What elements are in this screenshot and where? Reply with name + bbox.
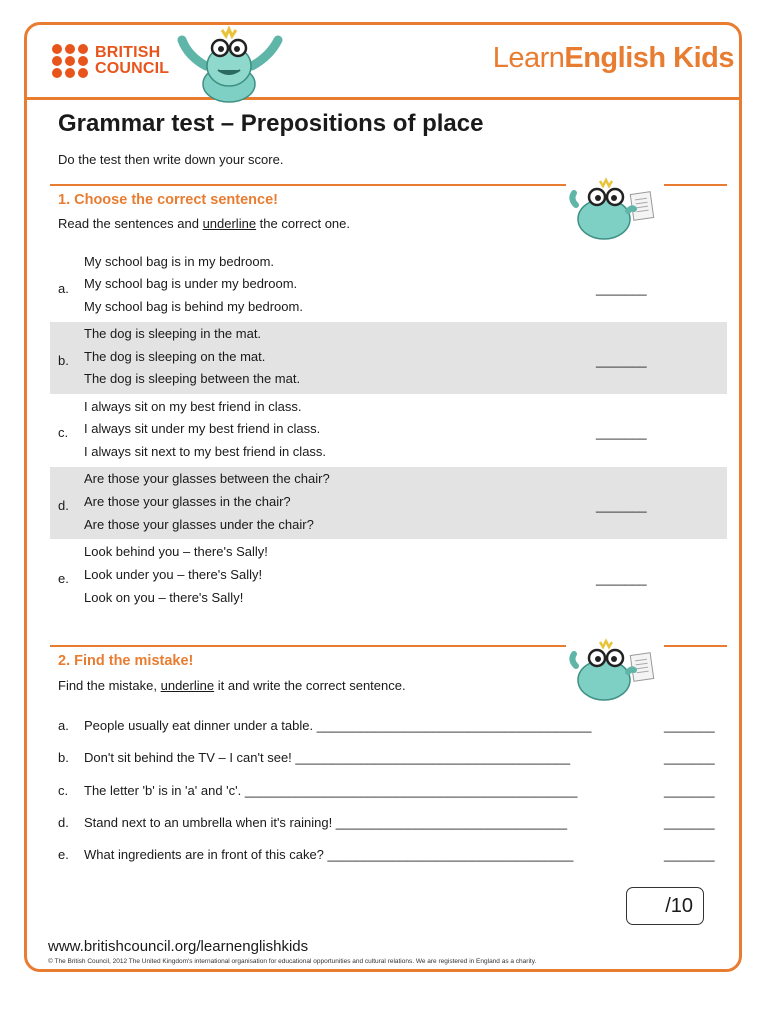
logo-line-2: COUNCIL [95,60,170,77]
option-text[interactable]: My school bag is in my bedroom. [84,254,275,269]
section1-title: 1. Choose the correct sentence! [58,192,278,208]
option-text[interactable]: The dog is sleeping between the mat. [84,371,301,386]
option-text[interactable]: I always sit under my best friend in class. [84,421,321,436]
sentence-with-answer-line[interactable]: What ingredients are in front of this cake? __________________________________ [84,847,574,862]
option-text[interactable]: Are those your glasses in the chair? [84,494,291,509]
footer-copyright: © The British Council, 2012 The United Kingdom's international organisation for educational opportunities and cultural relations. We are registered in England as a charity. [48,958,537,965]
question1-item-e: e. Look behind you – there's Sally! Look under you – there's Sally! Look on you – there's Sally! _______ [58,544,647,605]
option-text[interactable]: Look on you – there's Sally! [84,590,244,605]
question1-item-a: a. My school bag is in my bedroom. My school bag is under my bedroom. My school bag is behind my bedroom. _______ [58,254,647,314]
option-text[interactable]: I always sit next to my best friend in class. [84,444,327,459]
page-title: Grammar test – Prepositions of place [58,110,484,137]
section1-divider-left [50,184,566,186]
section2-divider-left [50,645,566,647]
score-blank[interactable]: _______ [596,281,647,296]
logo-dots-icon [52,44,89,78]
sentence-with-answer-line[interactable]: Don't sit behind the TV – I can't see! ______________________________________ [84,750,571,765]
option-text[interactable]: The dog is sleeping in the mat. [84,326,262,341]
section1-instructions: Read the sentences and underline the correct one. [58,216,351,231]
score-blank[interactable]: _______ [596,571,647,586]
score-blank[interactable]: _______ [596,353,647,368]
monster-with-paper-icon [568,175,660,243]
section2-instructions: Find the mistake, underline it and write the correct sentence. [58,678,406,693]
score-blank[interactable]: _______ [664,847,715,862]
option-text[interactable]: Are those your glasses between the chair? [84,471,330,486]
option-text[interactable]: My school bag is behind my bedroom. [84,299,303,314]
option-text[interactable]: I always sit on my best friend in class. [84,399,302,414]
score-blank[interactable]: _______ [664,718,715,733]
question1-item-c: c. I always sit on my best friend in class. I always sit under my best friend in class. I always sit next to my best friend in class. _______ [58,399,647,459]
sentence-with-answer-line[interactable]: Stand next to an umbrella when it's raining! ________________________________ [84,815,568,830]
score-box[interactable]: /10 [626,887,704,925]
sentence-with-answer-line[interactable]: People usually eat dinner under a table. ______________________________________ [84,718,592,733]
section2-title: 2. Find the mistake! [58,653,194,669]
option-text[interactable]: The dog is sleeping on the mat. [84,349,266,364]
option-text[interactable]: Look behind you – there's Sally! [84,544,268,559]
score-blank[interactable]: _______ [596,498,647,513]
score-blank[interactable]: _______ [664,815,715,830]
option-text[interactable]: My school bag is under my bedroom. [84,276,298,291]
section1-divider-right [664,184,727,186]
monster-with-paper-icon [568,636,660,704]
sentence-with-answer-line[interactable]: The letter 'b' is in 'a' and 'c'. ______________________________________________ [84,783,578,798]
option-text[interactable]: Look under you – there's Sally! [84,567,263,582]
question1-item-b: b. The dog is sleeping in the mat. The dog is sleeping on the mat. The dog is sleeping between the mat. _______ [50,322,727,394]
intro-text: Do the test then write down your score. [58,152,284,167]
score-blank[interactable]: _______ [596,425,647,440]
monster-mascot-icon [170,26,288,104]
score-blank[interactable]: _______ [664,750,715,765]
footer-url[interactable]: www.britishcouncil.org/learnenglishkids [48,938,309,955]
score-blank[interactable]: _______ [664,783,715,798]
option-text[interactable]: Are those your glasses under the chair? [84,517,314,532]
logo-line-1: BRITISH [95,44,161,61]
british-council-logo [52,44,169,78]
header-divider [24,97,742,100]
question1-item-d: d. Are those your glasses between the chair? Are those your glasses in the chair? Are those your glasses under the chair? _______ [50,467,727,539]
section2-divider-right [664,645,727,647]
learnenglish-kids-logo: LearnEnglish Kids [492,42,734,74]
